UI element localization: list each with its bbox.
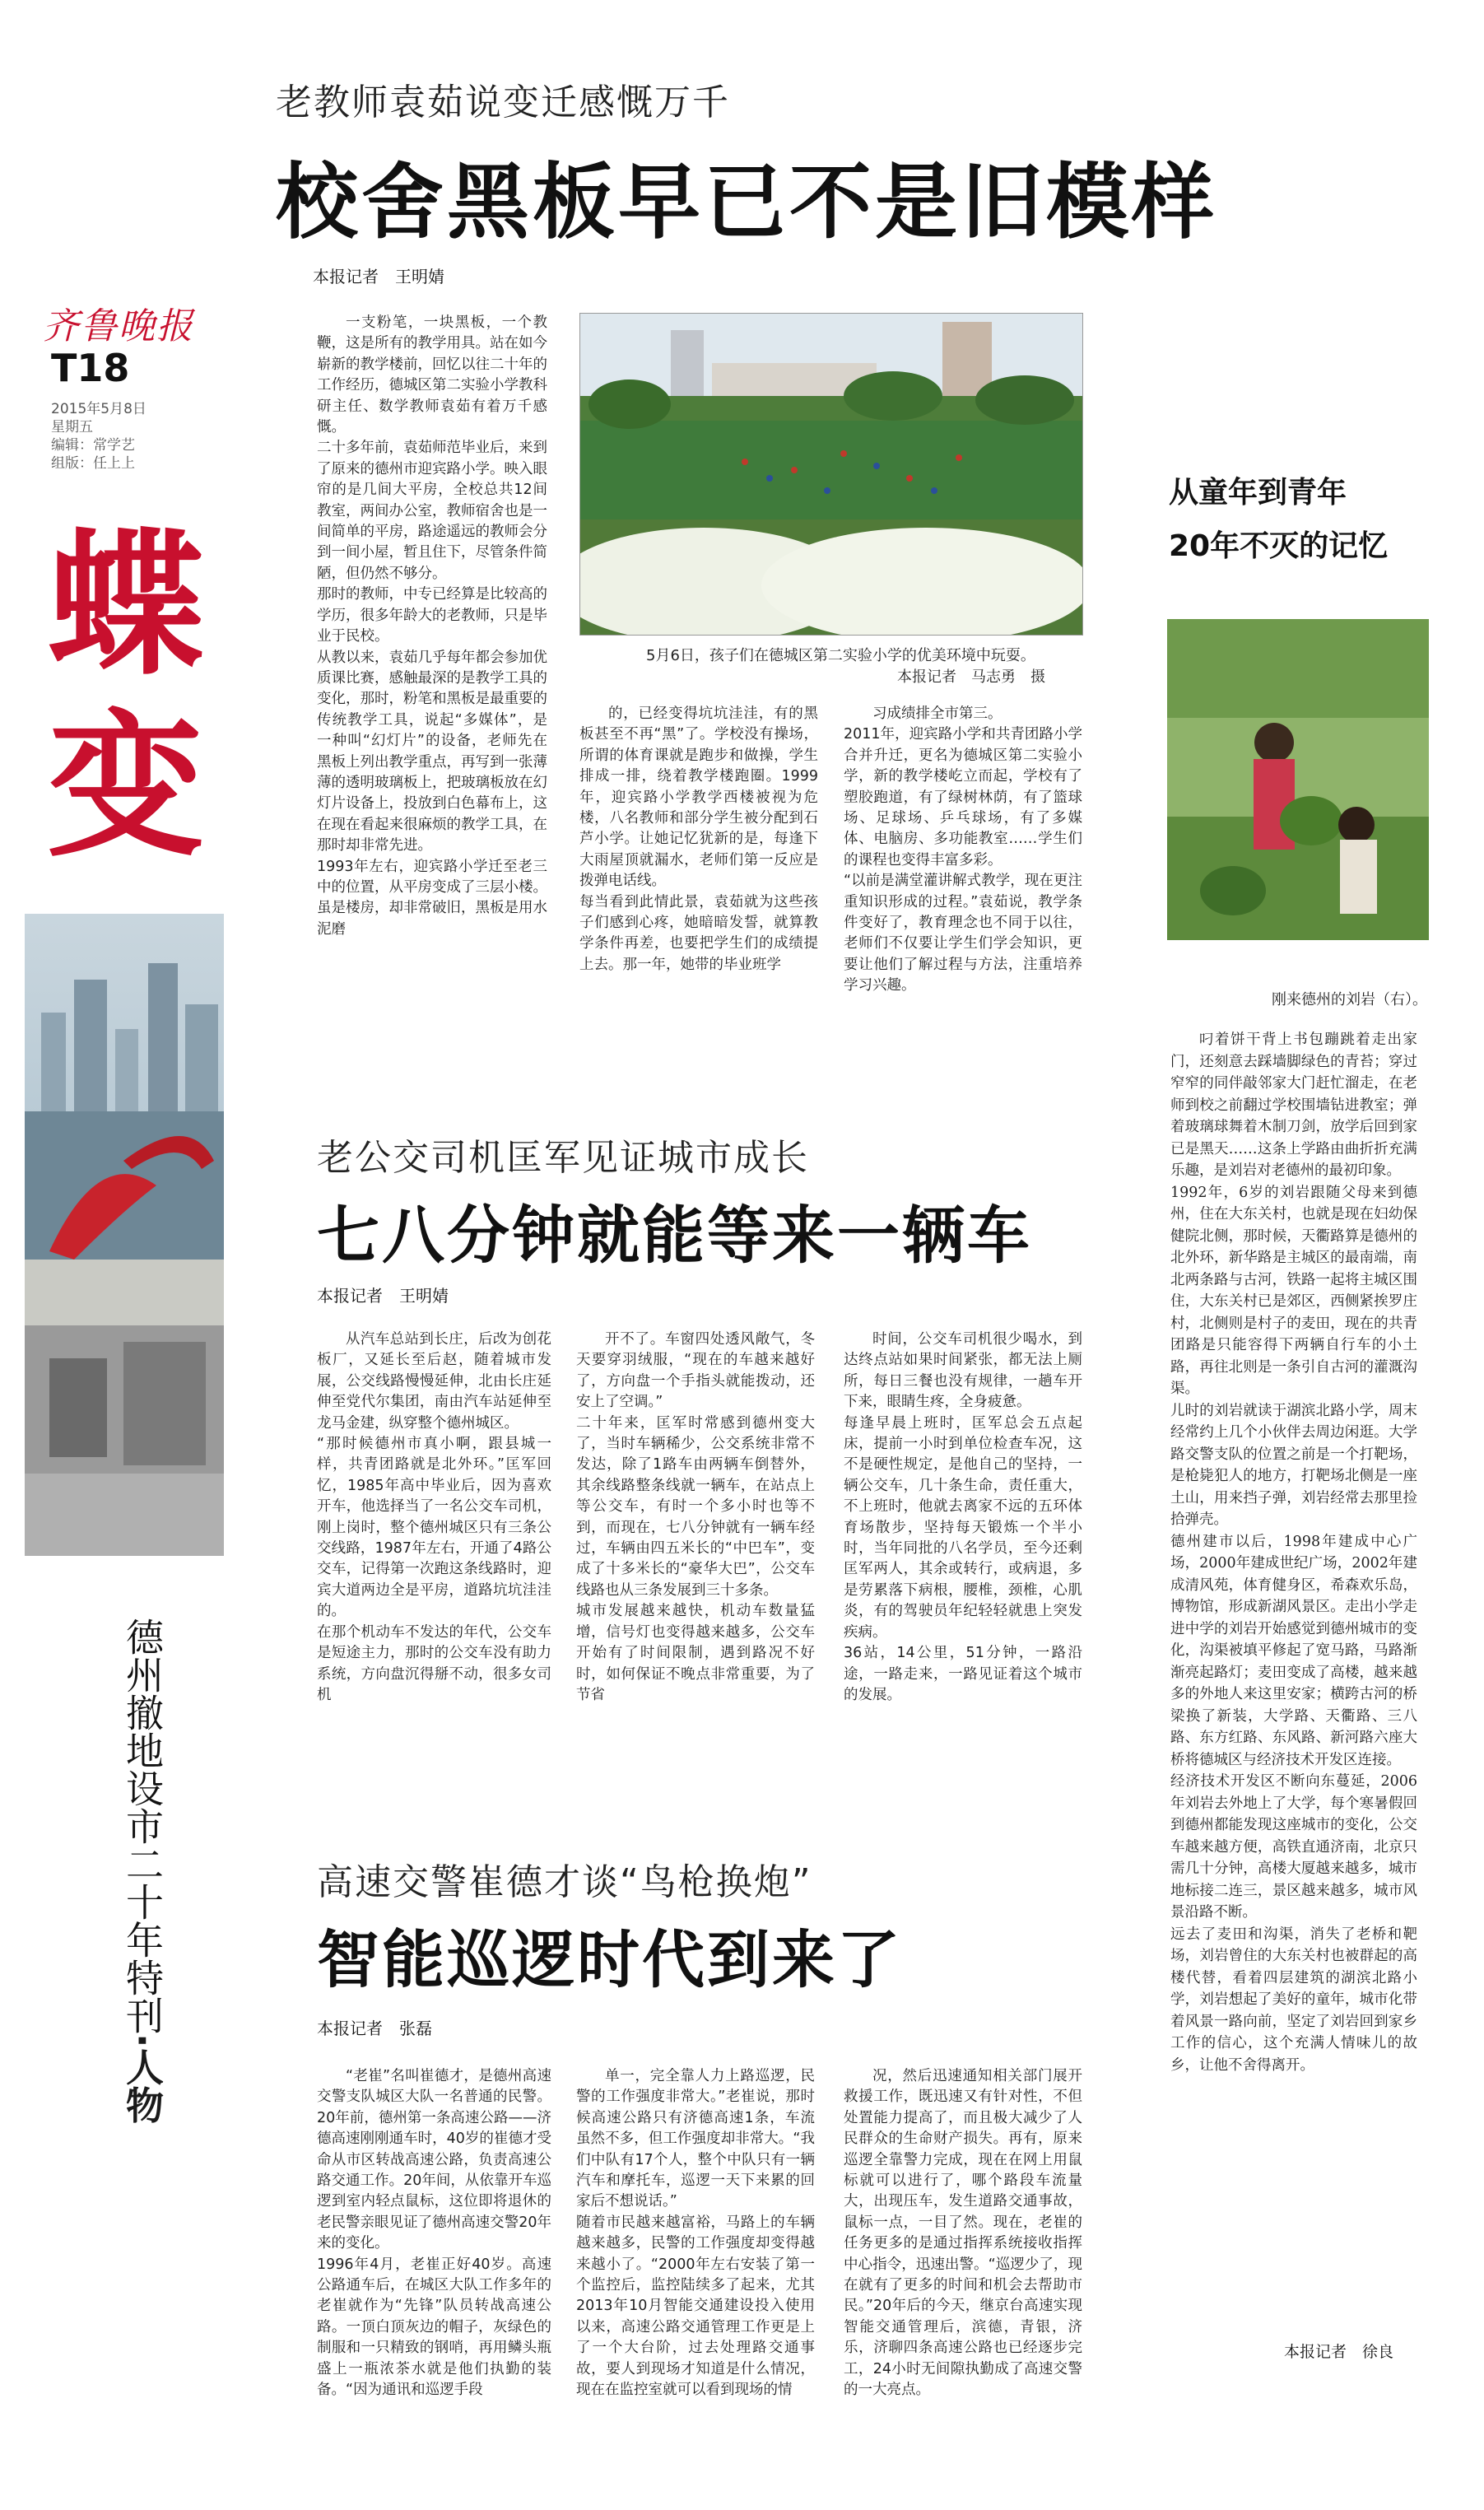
vertical-section-tag: ·人物 xyxy=(120,2033,165,2124)
side-story-byline: 本报记者 徐良 xyxy=(1284,2343,1394,2361)
article1-column-3: 习成绩排全市第三。 2011年，迎宾路小学和共青团路小学合并升迁，更名为德城区第二实验小学，新的教学楼屹立而起，学校有了塑胶跑道，有了绿树林荫，有了篮球场、足球场、乒乓球场，有了多媒体、电脑房、多功能教室……学生们的课程也变得丰富多彩。 “以前是满堂灌讲解式教学，现在更注重知识形成的过程。”袁茹说，教学条件变好了，教育理念也不同于以往，老师们不仅要让学生们学会知识，更要让他们了解过程与方法，注重培养学习兴趣。 xyxy=(844,706,1082,994)
editor-credit: 编辑：常学艺 xyxy=(51,437,135,454)
big-char-die: 蝶 xyxy=(48,513,205,696)
article1-headline: 校舍黑板早已不是旧模样 xyxy=(276,154,1217,250)
article1-column-2: 的，已经变得坑坑洼洼，有的黑板甚至不再“黑”了。学校没有操场，所谓的体育课就是跑步和做操，学生排成一排，绕着教学楼跑圈。1999年，迎宾路小学教学西楼被视为危楼，八名教师和部分学生被分配到石芦小学。让她记忆犹新的是，每逢下大雨屋顶就漏水，老师们第一反应是拨弹电话线。 每当看到此情此景，袁茹就为这些孩子们感到心疼，她暗暗发誓，就算教学条件再差，也要把学生们的成绩提上去。那一年，她带的毕业班学 xyxy=(579,706,818,973)
article3-column-1: “老崔”名叫崔德才，是德州高速交警支队城区大队一名普通的民警。20年前，德州第一条高速公路——济德高速刚刚通车时，40岁的崔德才受命从市区转战高速公路，负责高速公路交通工作。20年间，从依靠开车巡逻到室内轻点鼠标，这位即将退休的老民警亲眼见证了德州高速交警20年来的变化。 1996年4月，老崔正好40岁。高速公路通车后，在城区大队工作多年的老崔就作为“先锋”队员转战高速公路。一顶白顶灰边的帽子，灰绿色的制服和一只精致的钢哨，再用鳞头瓶盛上一瓶浓茶水就是他们执勤的装备。“因为通讯和巡逻手段 xyxy=(317,2068,551,2399)
article3-column-3: 况，然后迅速通知相关部门展开救援工作，既迅速又有针对性，不但处置能力提高了，而且极大减少了人民群众的生命财产损失。再有，原来巡逻全靠警力完成，现在在网上用鼠标就可以进行了，哪个路段车流量大，出现压车，发生道路交通事故，鼠标一点，一目了然。现在，老崔的任务更多的是通过指挥系统接收指挥中心指令，迅速出警。“巡逻少了，现在就有了更多的时间和机会去帮助市民。”20年后的今天，继京台高速实现智能交通管理后，滨德，青银，济乐，济聊四条高速公路也已经逐步完工，24小时无间隙执勤成了高速交警的一大亮点。 xyxy=(844,2068,1082,2399)
side-story-photo-caption: 刚来德州的刘岩（右）。 xyxy=(1272,991,1427,1008)
article1-photo-caption: 5月6日，孩子们在德城区第二实验小学的优美环境中玩耍。 xyxy=(646,647,1035,664)
side-story-headline-2: 20年不灭的记忆 xyxy=(1169,529,1389,563)
school-playground-photo xyxy=(579,313,1083,636)
vertical-special-title: 德州撤地设市二十年特刊 xyxy=(120,1618,165,2034)
issue-weekday: 星期五 xyxy=(51,419,93,435)
article3-kicker: 高速交警崔德才谈“鸟枪换炮” xyxy=(317,1861,812,1903)
paper-logo: 齐鲁晚报 xyxy=(43,305,194,347)
article2-column-3: 时间，公交车司机很少喝水，到达终点站如果时间紧张，都无法上厕所，每日三餐也没有规律，一趟车开下来，眼睛生疼，全身疲惫。 每逢早晨上班时，匡军总会五点起床，提前一小时到单位检查车况，这不是硬性规定，是他自己的坚持，一辆公交车，几十条生命，责任重大，不上班时，他就去离家不远的五环体育场散步，坚持每天锻炼一个半小时，当年同批的八名学员，至今还剩匡军两人，其余或转行，或病退，多是劳累落下病根，腰椎，颈椎，心肌炎，有的驾驶员年纪轻轻就患上突发疾病。 36站，14公里，51分钟，一路沿途，一路走来，一路见证着这个城市的发展。 xyxy=(844,1331,1082,1703)
big-char-bian: 变 xyxy=(48,694,205,878)
article3-headline: 智能巡逻时代到来了 xyxy=(317,1923,902,1996)
side-story-body: 叼着饼干背上书包蹦跳着走出家门，还刻意去踩墙脚绿色的青苔；穿过窄窄的同伴敲邻家大门赶忙溜走，在老师到校之前翻过学校围墙钻进教室；弹着玻璃球舞着木制刀剑，放学后回到家已是黑天……这条上学路由曲折折充满乐趣，是刘岩对老德州的最初印象。 1992年，6岁的刘岩跟随父母来到德州，住在大东关村，也就是现在妇幼保健院北侧，那时候，天衢路算是德州的北外环，新华路是主城区的最南端，南北两条路与古河，铁路一起将主城区围住，大东关村已是郊区，西侧紧挨罗庄村，北侧则是村子的麦田，现在的共青团路是只能容得下两辆自行车的小土路，再往北则是一条引自古河的灌溉沟渠。 儿时的刘岩就读于湖滨北路小学，周末经常约上几个小伙伴去周边闲逛。大学路交警支队的位置之前是一个打靶场，是枪毙犯人的地方，打靶场北侧是一座土山，用来挡子弹，刘岩经常去那里捡拾弹壳。 德州建市以后，1998年建成中心广场，2000年建成世纪广场，2002年建成清风苑，体育健身区，希森欢乐岛，博物馆，形成新湖风景区。走出小学走进中学的刘岩开始感觉到德州城市的变化，沟渠被填平修起了宽马路，马路渐渐亮起路灯；麦田变成了高楼，越来越多的外地人来这里安家；横跨古河的桥梁换了新装，大学路、天衢路、三八路、东方红路、东风路、新河路六座大桥将德城区与经济技术开发区连接。 经济技术开发区不断向东蔓延，2006年刘岩去外地上了大学，每个寒暑假回到德州都能发现这座城市的变化，公交车越来越方便，高铁直通济南，北京只需几十分钟，高楼大厦越来越多，城市地标接二连三，景区越来越多，城市风景沿路不断。 远去了麦田和沟渠，消失了老桥和靶场，刘岩曾住的大东关村也被群起的高楼代替，看着四层建筑的湖滨北路小学，刘岩想起了美好的童年，城市化带着风景一路向前，坚定了刘岩回到家乡工作的信心，这个充满人情味儿的故乡，让他不舍得离开。 xyxy=(1170,1031,1417,2074)
side-story-headline-1: 从童年到青年 xyxy=(1169,476,1347,510)
layout-credit: 组版：任上上 xyxy=(51,455,135,472)
article3-byline: 本报记者 张磊 xyxy=(317,2019,432,2038)
article2-byline: 本报记者 王明婧 xyxy=(317,1286,449,1306)
article2-kicker: 老公交司机匡军见证城市成长 xyxy=(317,1137,809,1179)
left-sidebar xyxy=(0,0,224,2510)
article3-column-2: 单一，完全靠人力上路巡逻，民警的工作强度非常大。”老崔说，那时候高速公路只有济德高速1条，车流虽然不多，但工作强度却非常大。“我们中队有17个人，整个中队只有一辆汽车和摩托车，巡逻一天下来累的回家后不想说话。” 随着市民越来越富裕，马路上的车辆越来越多，民警的工作强度却变得越来越小了。“2000年左右安装了第一个监控后，监控陆续多了起来，尤其2013年10月智能交通建设投入使用以来，高速公路交通管理工作更是上了一个大台阶，过去处理路交通事故，要人到现场才知道是什么情况，现在在监控室就可以看到现场的情 xyxy=(576,2068,815,2399)
issue-date: 2015年5月8日 xyxy=(51,401,147,417)
article1-byline: 本报记者 王明婧 xyxy=(313,267,444,286)
article1-kicker: 老教师袁茹说变迁感慨万千 xyxy=(276,81,730,123)
city-skyline-photo xyxy=(25,914,224,1556)
article1-column-1: 一支粉笔，一块黑板，一个教鞭，这是所有的教学用具。站在如今崭新的教学楼前，回忆以往二十年的工作经历，德城区第二实验小学教科研主任、数学教师袁茹有着万千感慨。 二十多年前，袁茹师范毕业后，来到了原来的德州市迎宾路小学。映入眼帘的是几间大平房，全校总共12间教室，两间办公室，教师宿舍也是一间简单的平房，路途遥远的教师会分到一间小屋，暂且住下，尽管条件简陋，但仍然不够分。 那时的教师，中专已经算是比较高的学历，很多年龄大的老教师，只是毕业于民校。 从教以来，袁茹几乎每年都会参加优质课比赛，感触最深的是教学工具的变化，那时，粉笔和黑板是最重要的传统教学工具，说起“多媒体”，是一种叫“幻灯片”的设备，老师先在黑板上列出教学重点，再写到一张薄薄的透明玻璃板上，把玻璃板放在幻灯片设备上，投放到白色幕布上，这在现在看起来很麻烦的教学工具，在那时却非常先进。 1993年左右，迎宾路小学迁至老三中的位置，从平房变成了三层小楼。虽是楼房，却非常破旧，黑板是用水泥磨 xyxy=(317,314,547,938)
liu-yan-childhood-photo xyxy=(1167,619,1429,940)
page-number: T18 xyxy=(51,346,130,390)
article2-headline: 七八分钟就能等来一辆车 xyxy=(317,1199,1032,1272)
article1-photo-credit: 本报记者 马志勇 摄 xyxy=(897,668,1045,686)
article2-column-2: 开不了。车窗四处透风敞气，冬天要穿羽绒服，“现在的车越来越好了，方向盘一个手指头就能拨动，还安上了空调。” 二十年来，匡军时常感到德州变大了，当时车辆稀少，公交系统非常不发达，除了1路车由两辆车倒替外，其余线路整条线就一辆车，在站点上等公交车，有时一个多小时也等不到，而现在，七八分钟就有一辆车经过，车辆由四五米长的“中巴车”，变成了十多米长的“豪华大巴”，公交车线路也从三条发展到三十多条。 城市发展越来越快，机动车数量猛增，信号灯也变得越来越多，公交车开始有了时间限制，遇到路况不好时，如何保证不晚点非常重要，为了节省 xyxy=(576,1331,815,1703)
article2-column-1: 从汽车总站到长庄，后改为创花板厂，又延长至后赵，随着城市发展，公交线路慢慢延伸，北由长庄延伸至党代尔集团，南由汽车站延伸至龙马金建，纵穿整个德州城区。 “那时候德州市真小啊，跟县城一样，共青团路就是北外环。”匡军回忆，1985年高中毕业后，因为喜欢开车，他选择当了一名公交车司机，刚上岗时，整个德州城区只有三条公交线路，1987年左右，开通了4路公交车，记得第一次跑这条线路时，迎宾大道两边全是平房，道路坑坑洼洼的。 在那个机动车不发达的年代，公交车是短途主力，那时的公交车没有助力系统，方向盘沉得掰不动，很多女司机 xyxy=(317,1331,551,1703)
